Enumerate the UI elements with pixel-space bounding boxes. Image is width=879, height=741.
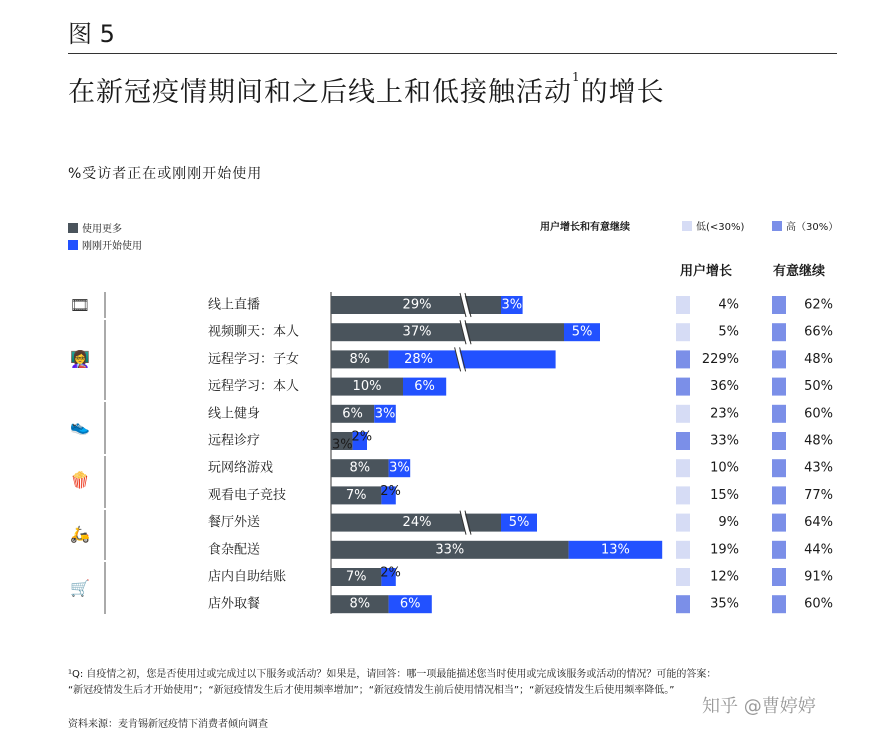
category-label: 线上直播 bbox=[208, 297, 261, 313]
growth-indicator bbox=[676, 350, 690, 368]
footnote-line-1: ¹Q: 自疫情之初，您是否使用过或完成过以下服务或活动？如果是，请回答：哪一项最能描述您当时使用或完成该服务或活动的情况？可能的答案： bbox=[68, 669, 717, 680]
bar-label-just-started: 2% bbox=[380, 483, 401, 499]
continue-indicator bbox=[772, 296, 786, 314]
growth-value: 23% bbox=[710, 406, 739, 422]
bar-label-used-more: 8% bbox=[349, 351, 371, 367]
bar-label-used-more: 24% bbox=[402, 515, 432, 531]
continue-value: 91% bbox=[804, 569, 833, 585]
growth-value: 35% bbox=[710, 596, 739, 612]
category-label: 远程学习：子女 bbox=[208, 351, 300, 367]
growth-indicator bbox=[676, 405, 690, 423]
bar-label-just-started: 2% bbox=[380, 565, 401, 581]
popcorn-icon: 🍿 bbox=[70, 470, 90, 490]
bar-label-used-more: 10% bbox=[352, 379, 382, 395]
bar-label-just-started: 6% bbox=[399, 596, 421, 612]
legend-right-title: 用户增长和有意继续 bbox=[540, 222, 630, 233]
bar-label-just-started: 3% bbox=[374, 406, 396, 422]
footnote-line-2: “新冠疫情发生后才开始使用”；“新冠疫情发生后才使用频率增加”；“新冠疫情发生前后使用情况相当”；“新冠疫情发生后使用频率降低。” bbox=[68, 685, 675, 696]
continue-value: 62% bbox=[804, 297, 833, 313]
growth-value: 19% bbox=[710, 542, 739, 558]
continue-value: 48% bbox=[804, 351, 833, 367]
category-label: 线上健身 bbox=[208, 406, 261, 422]
sneaker-icon: 👟 bbox=[70, 416, 90, 436]
continue-indicator bbox=[772, 350, 786, 368]
continue-value: 50% bbox=[804, 379, 833, 395]
bar-label-just-started: 28% bbox=[404, 351, 434, 367]
continue-value: 60% bbox=[804, 596, 833, 612]
growth-indicator bbox=[676, 296, 690, 314]
film-icon: 🎞 bbox=[69, 295, 91, 315]
bar-label-just-started: 5% bbox=[571, 324, 593, 340]
growth-indicator bbox=[676, 459, 690, 477]
growth-value: 15% bbox=[710, 487, 739, 503]
watermark: 知乎 @曹婷婷 bbox=[702, 696, 816, 717]
growth-value: 36% bbox=[710, 379, 739, 395]
bar-used-more bbox=[331, 323, 564, 341]
bar-label-used-more: 8% bbox=[349, 460, 371, 476]
legend-label-low: 低(<30%) bbox=[696, 222, 745, 233]
bar-label-used-more: 37% bbox=[402, 324, 432, 340]
bar-label-just-started: 2% bbox=[351, 429, 373, 445]
bar-label-just-started: 3% bbox=[501, 297, 523, 313]
continue-indicator bbox=[772, 378, 786, 396]
bar-label-used-more: 8% bbox=[349, 596, 371, 612]
continue-indicator bbox=[772, 595, 786, 613]
category-label: 远程学习：本人 bbox=[208, 379, 300, 395]
continue-value: 77% bbox=[804, 487, 833, 503]
growth-value: 10% bbox=[710, 460, 739, 476]
bar-label-used-more: 6% bbox=[342, 406, 363, 422]
continue-indicator bbox=[772, 541, 786, 559]
continue-indicator bbox=[772, 432, 786, 450]
growth-indicator bbox=[676, 323, 690, 341]
continue-indicator bbox=[772, 323, 786, 341]
bar-label-used-more: 29% bbox=[402, 297, 432, 313]
figure-label: 图 5 bbox=[68, 20, 115, 48]
bar-label-used-more: 3% bbox=[332, 437, 353, 453]
bar-label-just-started: 5% bbox=[508, 515, 530, 531]
continue-indicator bbox=[772, 405, 786, 423]
legend-label-new: 刚刚开始使用 bbox=[82, 241, 142, 252]
growth-indicator bbox=[676, 432, 690, 450]
legend-label-more: 使用更多 bbox=[82, 224, 122, 235]
title-footnote-mark: 1 bbox=[572, 70, 581, 84]
bar-label-just-started: 3% bbox=[389, 460, 410, 476]
growth-indicator bbox=[676, 541, 690, 559]
bar-label-just-started: 6% bbox=[414, 379, 435, 395]
category-label: 餐厅外送 bbox=[208, 515, 261, 531]
legend-label-high: 高（30%） bbox=[786, 222, 839, 233]
growth-indicator bbox=[676, 378, 690, 396]
continue-value: 60% bbox=[804, 406, 833, 422]
category-label: 食杂配送 bbox=[208, 542, 261, 558]
growth-indicator bbox=[676, 595, 690, 613]
category-label: 视频聊天：本人 bbox=[208, 324, 300, 340]
growth-indicator bbox=[676, 514, 690, 532]
continue-value: 66% bbox=[804, 324, 833, 340]
category-label: 观看电子竞技 bbox=[208, 487, 287, 503]
continue-value: 64% bbox=[804, 515, 833, 531]
shopping-cart-icon: 🛒 bbox=[70, 578, 90, 598]
teacher-icon: 👩‍🏫 bbox=[70, 349, 90, 369]
growth-value: 33% bbox=[710, 433, 739, 449]
delivery-scooter-icon: 🛵 bbox=[70, 524, 90, 544]
bar-label-used-more: 7% bbox=[345, 569, 367, 585]
category-label: 远程诊疗 bbox=[208, 433, 261, 449]
source-note: 资料来源：麦肯锡新冠疫情下消费者倾向调查 bbox=[68, 719, 268, 730]
bar-label-used-more: 33% bbox=[435, 542, 465, 558]
category-label: 店内自助结账 bbox=[208, 569, 287, 585]
continue-indicator bbox=[772, 514, 786, 532]
growth-indicator bbox=[676, 486, 690, 504]
growth-indicator bbox=[676, 568, 690, 586]
continue-indicator bbox=[772, 486, 786, 504]
title-suffix: 的增长 bbox=[580, 77, 665, 108]
title-text: 在新冠疫情期间和之后线上和低接触活动 bbox=[68, 77, 572, 108]
chart-subtitle: %受访者正在或刚刚开始使用 bbox=[68, 166, 263, 182]
growth-value: 229% bbox=[701, 351, 739, 367]
continue-value: 44% bbox=[804, 542, 833, 558]
category-label: 店外取餐 bbox=[208, 596, 261, 612]
bar-label-used-more: 7% bbox=[345, 487, 367, 503]
growth-value: 5% bbox=[718, 324, 739, 340]
column-header-continue: 有意继续 bbox=[773, 264, 826, 279]
growth-value: 9% bbox=[718, 515, 739, 531]
continue-indicator bbox=[772, 568, 786, 586]
category-label: 玩网络游戏 bbox=[208, 460, 274, 476]
continue-value: 48% bbox=[804, 433, 833, 449]
continue-value: 43% bbox=[804, 460, 833, 476]
bar-label-just-started: 13% bbox=[600, 542, 630, 558]
column-header-growth: 用户增长 bbox=[680, 264, 733, 279]
continue-indicator bbox=[772, 459, 786, 477]
growth-value: 4% bbox=[718, 297, 739, 313]
growth-value: 12% bbox=[710, 569, 739, 585]
